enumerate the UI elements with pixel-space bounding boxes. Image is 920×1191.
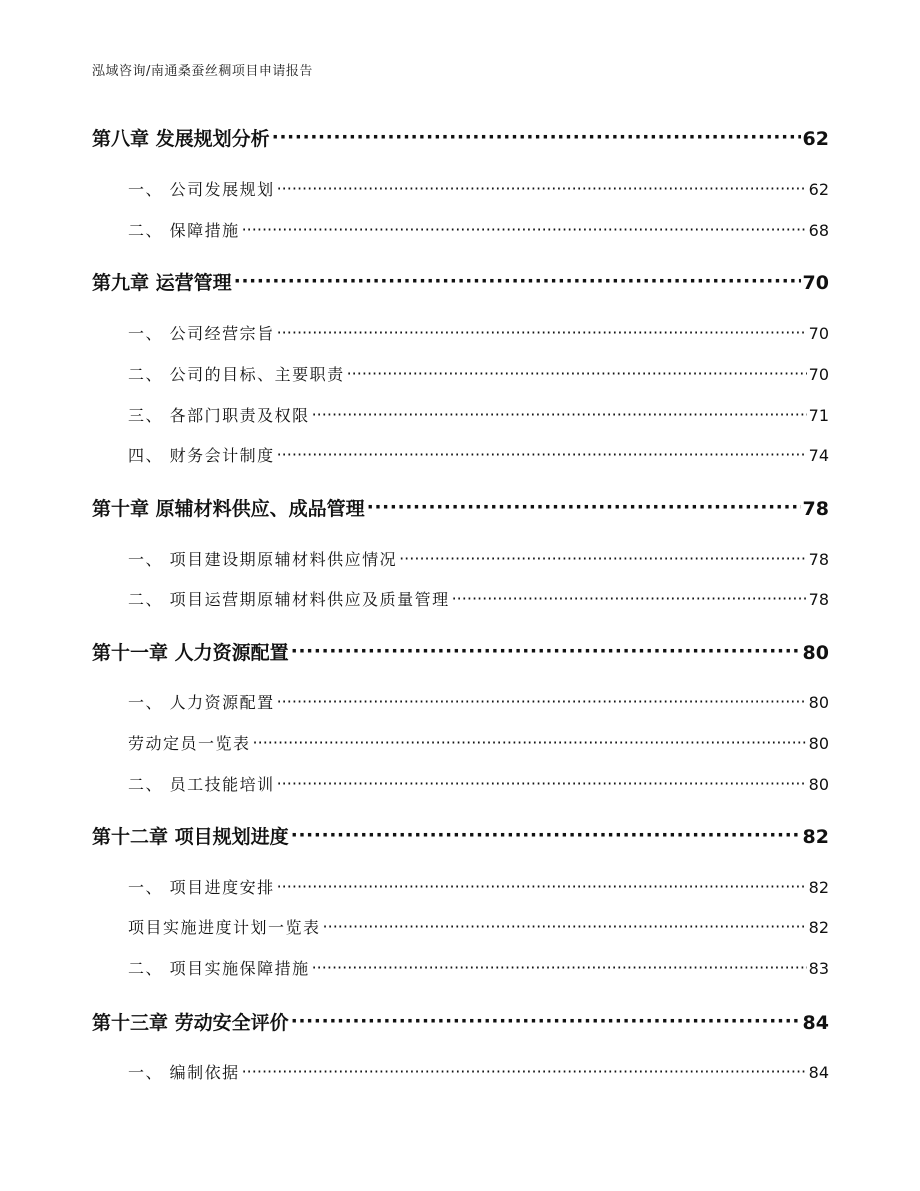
toc-page-number: 82 — [802, 826, 829, 848]
toc-page-number: 71 — [808, 406, 829, 425]
toc-page-number: 83 — [808, 959, 829, 978]
toc-section[interactable] — [128, 731, 829, 754]
toc-page-number: 70 — [802, 272, 829, 294]
toc-entry-label: 一、 公司经营宗旨 — [128, 324, 275, 343]
toc-chapter-8[interactable] — [92, 124, 829, 151]
toc-chapter-9[interactable] — [92, 268, 829, 295]
toc-chapter-13[interactable] — [92, 1008, 829, 1035]
toc-leader-dots — [242, 1062, 807, 1078]
toc-entry-label: 第十章 原辅材料供应、成品管理 — [92, 498, 365, 520]
toc-leader-dots — [277, 445, 807, 461]
toc-entry-label: 第十一章 人力资源配置 — [92, 642, 289, 664]
toc-leader-dots — [277, 877, 807, 893]
toc-leader-dots — [253, 733, 807, 749]
toc-entry-label: 一、 项目进度安排 — [128, 878, 275, 897]
toc-section[interactable] — [128, 956, 829, 979]
toc-leader-dots — [277, 323, 807, 339]
toc-entry-label: 项目实施进度计划一览表 — [128, 918, 321, 937]
document-header: 泓域咨询/南通桑蚕丝稠项目申请报告 — [92, 64, 313, 79]
toc-section[interactable] — [128, 587, 829, 610]
toc-leader-dots — [277, 774, 807, 790]
toc-section[interactable] — [128, 772, 829, 795]
toc-leader-dots — [312, 405, 807, 421]
toc-leader-dots — [277, 692, 807, 708]
toc-page-number: 74 — [808, 446, 829, 465]
toc-page-number: 70 — [808, 365, 829, 384]
toc-leader-dots — [312, 958, 807, 974]
toc-leader-dots — [291, 640, 801, 659]
toc-entry-label: 第八章 发展规划分析 — [92, 128, 270, 150]
toc-section[interactable] — [128, 321, 829, 344]
toc-leader-dots — [242, 220, 807, 236]
toc-entry-label: 一、 编制依据 — [128, 1063, 240, 1082]
toc-section[interactable] — [128, 875, 829, 898]
toc-page-number: 82 — [808, 878, 829, 897]
toc-entry-label: 三、 各部门职责及权限 — [128, 406, 310, 425]
toc-page-number: 80 — [808, 734, 829, 753]
toc-entry-label: 二、 保障措施 — [128, 221, 240, 240]
toc-leader-dots — [399, 549, 807, 565]
toc-leader-dots — [234, 270, 801, 289]
toc-entry-label: 一、 项目建设期原辅材料供应情况 — [128, 550, 398, 569]
toc-leader-dots — [291, 824, 801, 843]
toc-page-number: 62 — [808, 180, 829, 199]
toc-page-number: 80 — [802, 642, 829, 664]
toc-chapter-11[interactable] — [92, 638, 829, 665]
toc-page-number: 62 — [802, 128, 829, 150]
toc-leader-dots — [452, 589, 807, 605]
toc-leader-dots — [323, 917, 807, 933]
toc-entry-label: 四、 财务会计制度 — [128, 446, 275, 465]
toc-entry-label: 二、 项目实施保障措施 — [128, 959, 310, 978]
toc-page-number: 68 — [808, 221, 829, 240]
toc-entry-label: 劳动定员一览表 — [128, 734, 251, 753]
toc-page-number: 78 — [802, 498, 829, 520]
toc-section[interactable] — [128, 443, 829, 466]
toc-leader-dots — [291, 1010, 801, 1029]
toc-section[interactable] — [128, 547, 829, 570]
toc-chapter-12[interactable] — [92, 822, 829, 849]
toc-section[interactable] — [128, 1060, 829, 1083]
toc-page-number: 82 — [808, 918, 829, 937]
toc-section[interactable] — [128, 218, 829, 241]
toc-leader-dots — [277, 179, 807, 195]
toc-page-number: 80 — [808, 775, 829, 794]
toc-page-number: 70 — [808, 324, 829, 343]
toc-page-number: 78 — [808, 550, 829, 569]
toc-leader-dots — [367, 496, 801, 515]
toc-entry-label: 一、 公司发展规划 — [128, 180, 275, 199]
toc-page-number: 80 — [808, 693, 829, 712]
toc-entry-label: 第九章 运营管理 — [92, 272, 232, 294]
toc-page-number: 78 — [808, 590, 829, 609]
toc-entry-label: 二、 项目运营期原辅材料供应及质量管理 — [128, 590, 450, 609]
toc-leader-dots — [272, 126, 801, 145]
toc-section[interactable] — [128, 403, 829, 426]
toc-entry-label: 二、 员工技能培训 — [128, 775, 275, 794]
toc-page-number: 84 — [802, 1012, 829, 1034]
toc-section[interactable] — [128, 177, 829, 200]
toc-chapter-10[interactable] — [92, 494, 829, 521]
toc-section[interactable] — [128, 915, 829, 938]
toc-section[interactable] — [128, 362, 829, 385]
toc-page-number: 84 — [808, 1063, 829, 1082]
toc-entry-label: 一、 人力资源配置 — [128, 693, 275, 712]
toc-entry-label: 第十二章 项目规划进度 — [92, 826, 289, 848]
toc-entry-label: 第十三章 劳动安全评价 — [92, 1012, 289, 1034]
toc-entry-label: 二、 公司的目标、主要职责 — [128, 365, 345, 384]
toc-section[interactable] — [128, 690, 829, 713]
toc-leader-dots — [347, 364, 807, 380]
